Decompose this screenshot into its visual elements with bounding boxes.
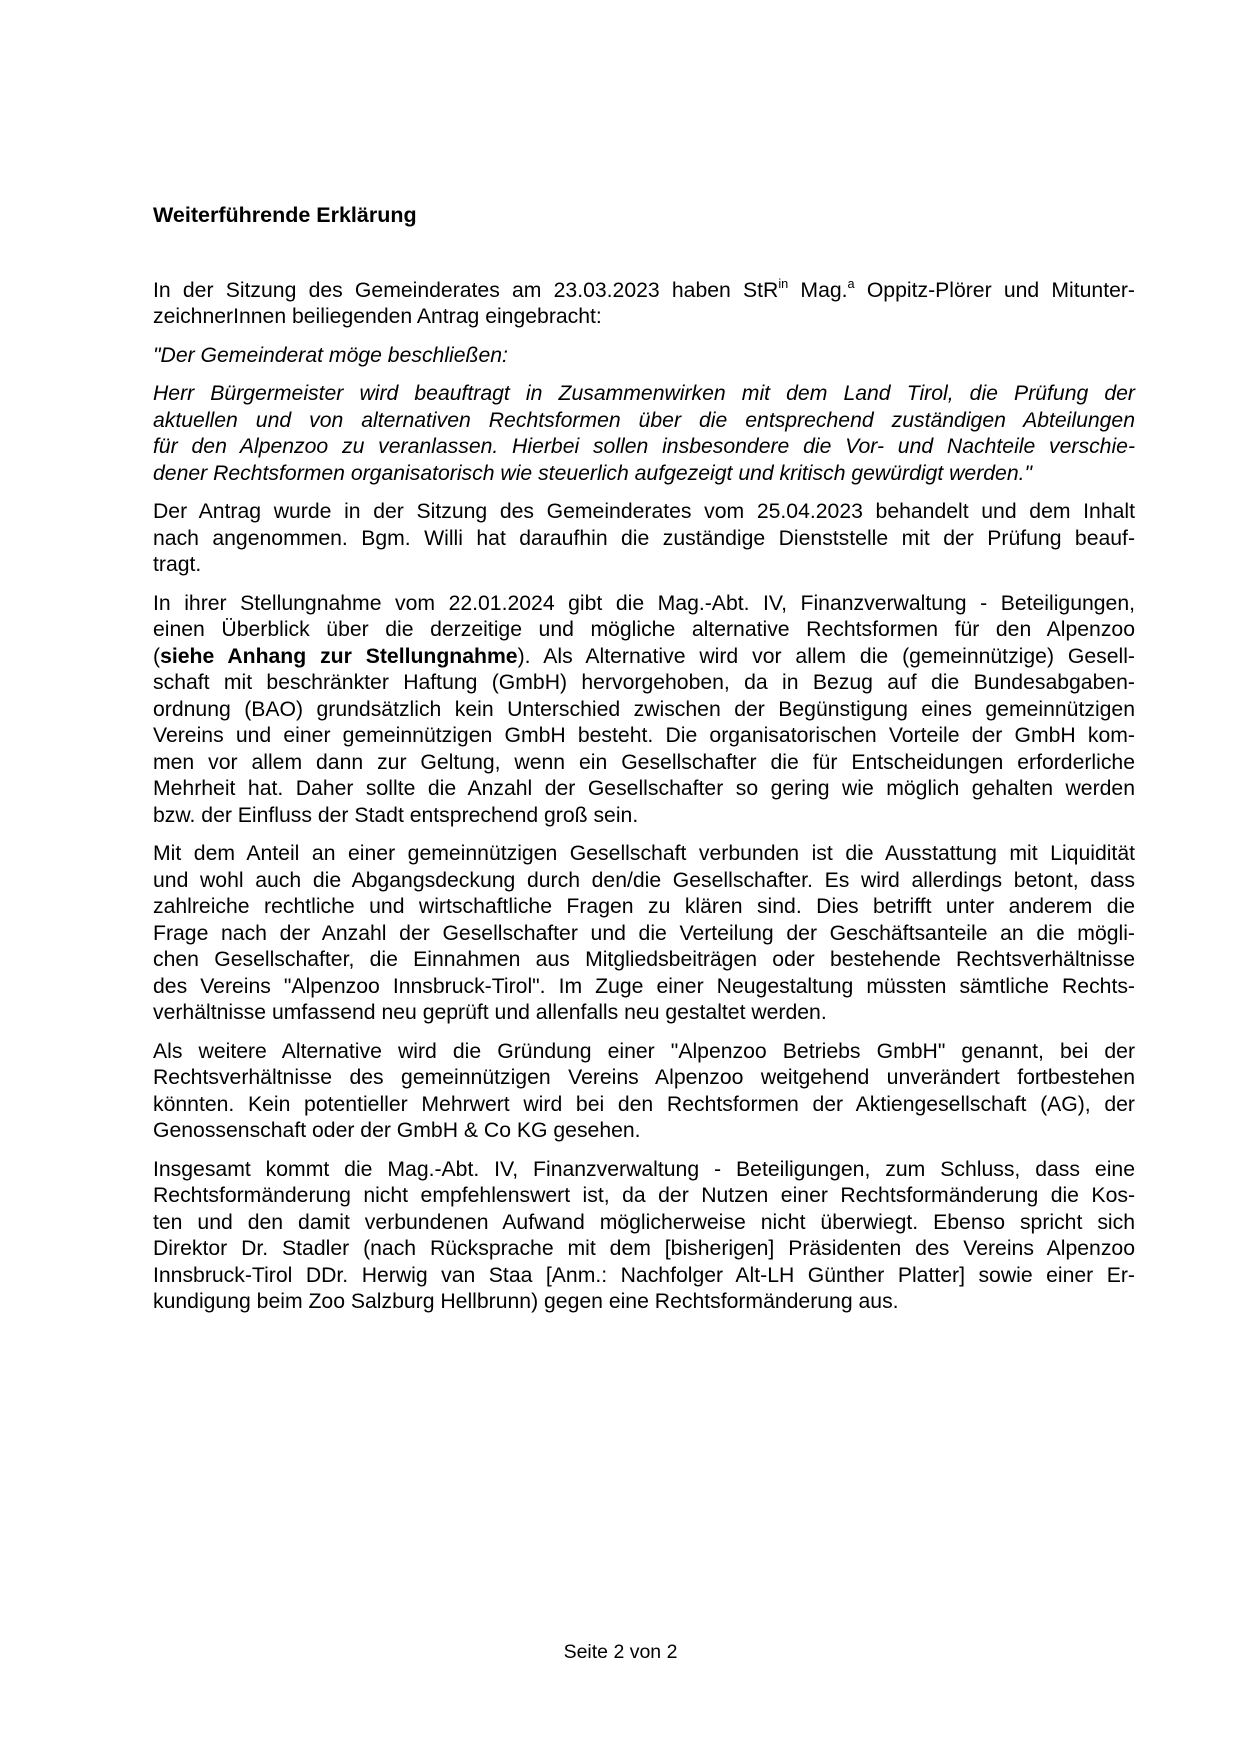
quote-line: aktuellen und von alternativen Rechtsformen über die entsprechend zuständigen Abteilungen (153, 408, 1135, 432)
superscript-in: in (778, 275, 789, 291)
intro-line-1: In der Sitzung des Gemeinderates am 23.03.2023 haben StR$^{in}$ Mag.$^a$ Oppitz-Plörer und Mitunter- (153, 275, 1135, 302)
quote-line: dener Rechtsformen organisatorisch wie steuerlich aufgezeigt und kritisch gewürdigt werden." (153, 461, 1033, 485)
paragraph-anteil: Mit dem Anteil an einer gemeinnützigen Gesellschaft verbunden ist die Ausstattung mit Liquidität und wohl auch die Abgangsdeckung durch den/die Gesellschafter. Es wird allerdings betont, dass zahlreiche rechtliche und wirtschaftliche Fragen zu klären sind. Dies betrifft unter anderem die Frage nach der Anzahl der Gesellschafter und die Verteilung der Geschäftsanteile an die mögli- chen Gesellschafter, die Einnahmen aus Mitgliedsbeiträgen oder bestehende Rechtsverhältnisse des Vereins "Alpenzoo Innsbruck-Tirol". Im Zuge einer Neugestaltung müssten sämtliche Rechts- verhältnisse umfassend neu geprüft und allenfalls neu gestaltet werden. (153, 842, 1135, 1024)
paragraph-stellungnahme: In ihrer Stellungnahme vom 22.01.2024 gibt die Mag.-Abt. IV, Finanzverwaltung - Beteiligungen, einen Überblick über die derzeitige und mögliche alternative Rechtsformen für den Alpenzoo (siehe Anhang zur Stellungnahme). Als Alternative wird vor allem die (gemeinnützige) Gesell- schaft mit beschränkter Haftung (GmbH) hervorgehoben, da in Bezug auf die Bundesabgaben- ordnung (BAO) grundsätzlich kein Unterschied zwischen der Begünstigung eines gemeinnützigen Vereins und einer gemeinnützigen GmbH besteht. Die organisatorischen Vorteile der GmbH kom- men vor allem dann zur Geltung, wenn ein Gesellschafter die für Entscheidungen erforderliche Mehrheit hat. Daher sollte die Anzahl der Gesellschafter so gering wie möglich gehalten werden bzw. der Einfluss der Stadt entsprechend groß sein. (153, 591, 1135, 827)
paragraph-insgesamt: Insgesamt kommt die Mag.-Abt. IV, Finanzverwaltung - Beteiligungen, zum Schluss, dass eine Rechtsformänderung nicht empfehlenswert ist, da der Nutzen einer Rechtsformänderung die Kos- ten und den damit verbundenen Aufwand möglicherweise nicht überwiegt. Ebenso spricht sich Direktor Dr. Stadler (nach Rücksprache mit dem [bisherigen] Präsidenten des Vereins Alpenzoo Innsbruck-Tirol DDr. Herwig van Staa [Anm.: Nachfolger Alt-LH Günther Platter] sowie einer Er- kundigung beim Zoo Salzburg Hellbrunn) gegen eine Rechtsformänderung aus. (153, 1157, 1135, 1313)
paragraph-alternative: Als weitere Alternative wird die Gründung einer "Alpenzoo Betriebs GmbH" genannt, bei der Rechtsverhältnisse des gemeinnützigen Vereins Alpenzoo weitgehend unverändert fortbestehen könnten. Kein potentieller Mehrwert wird bei den Rechtsformen der Aktiengesellschaft (AG), der Genossenschaft oder der GmbH & Co KG gesehen. (153, 1039, 1135, 1142)
intro-line-2: zeichnerInnen beiliegenden Antrag eingebracht: (153, 305, 602, 328)
superscript-a: a (847, 275, 855, 291)
paragraph-intro (153, 275, 1135, 331)
quote-line: für den Alpenzoo zu veranlassen. Hierbei sollen insbesondere die Vor- und Nachteile verschie- (153, 435, 1135, 458)
quote-line: Herr Bürgermeister wird beauftragt in Zusammenwirken mit dem Land Tirol, die Prüfung der (153, 382, 1135, 405)
page-number: Seite 2 von 2 (563, 1641, 678, 1663)
document-body (153, 202, 1135, 1328)
annex-reference: siehe Anhang zur Stellungnahme (160, 644, 518, 668)
section-heading: Weiterführende Erklärung (153, 203, 417, 227)
quote-motion (153, 381, 1135, 487)
quote-intro: "Der Gemeinderat möge beschließen: (153, 343, 508, 367)
paragraph-antrag: Der Antrag wurde in der Sitzung des Gemeinderates vom 25.04.2023 behandelt und dem Inhalt nach angenommen. Bgm. Willi hat daraufhin die zuständige Dienststelle mit der Prüfung beauf- tragt. (153, 500, 1135, 576)
